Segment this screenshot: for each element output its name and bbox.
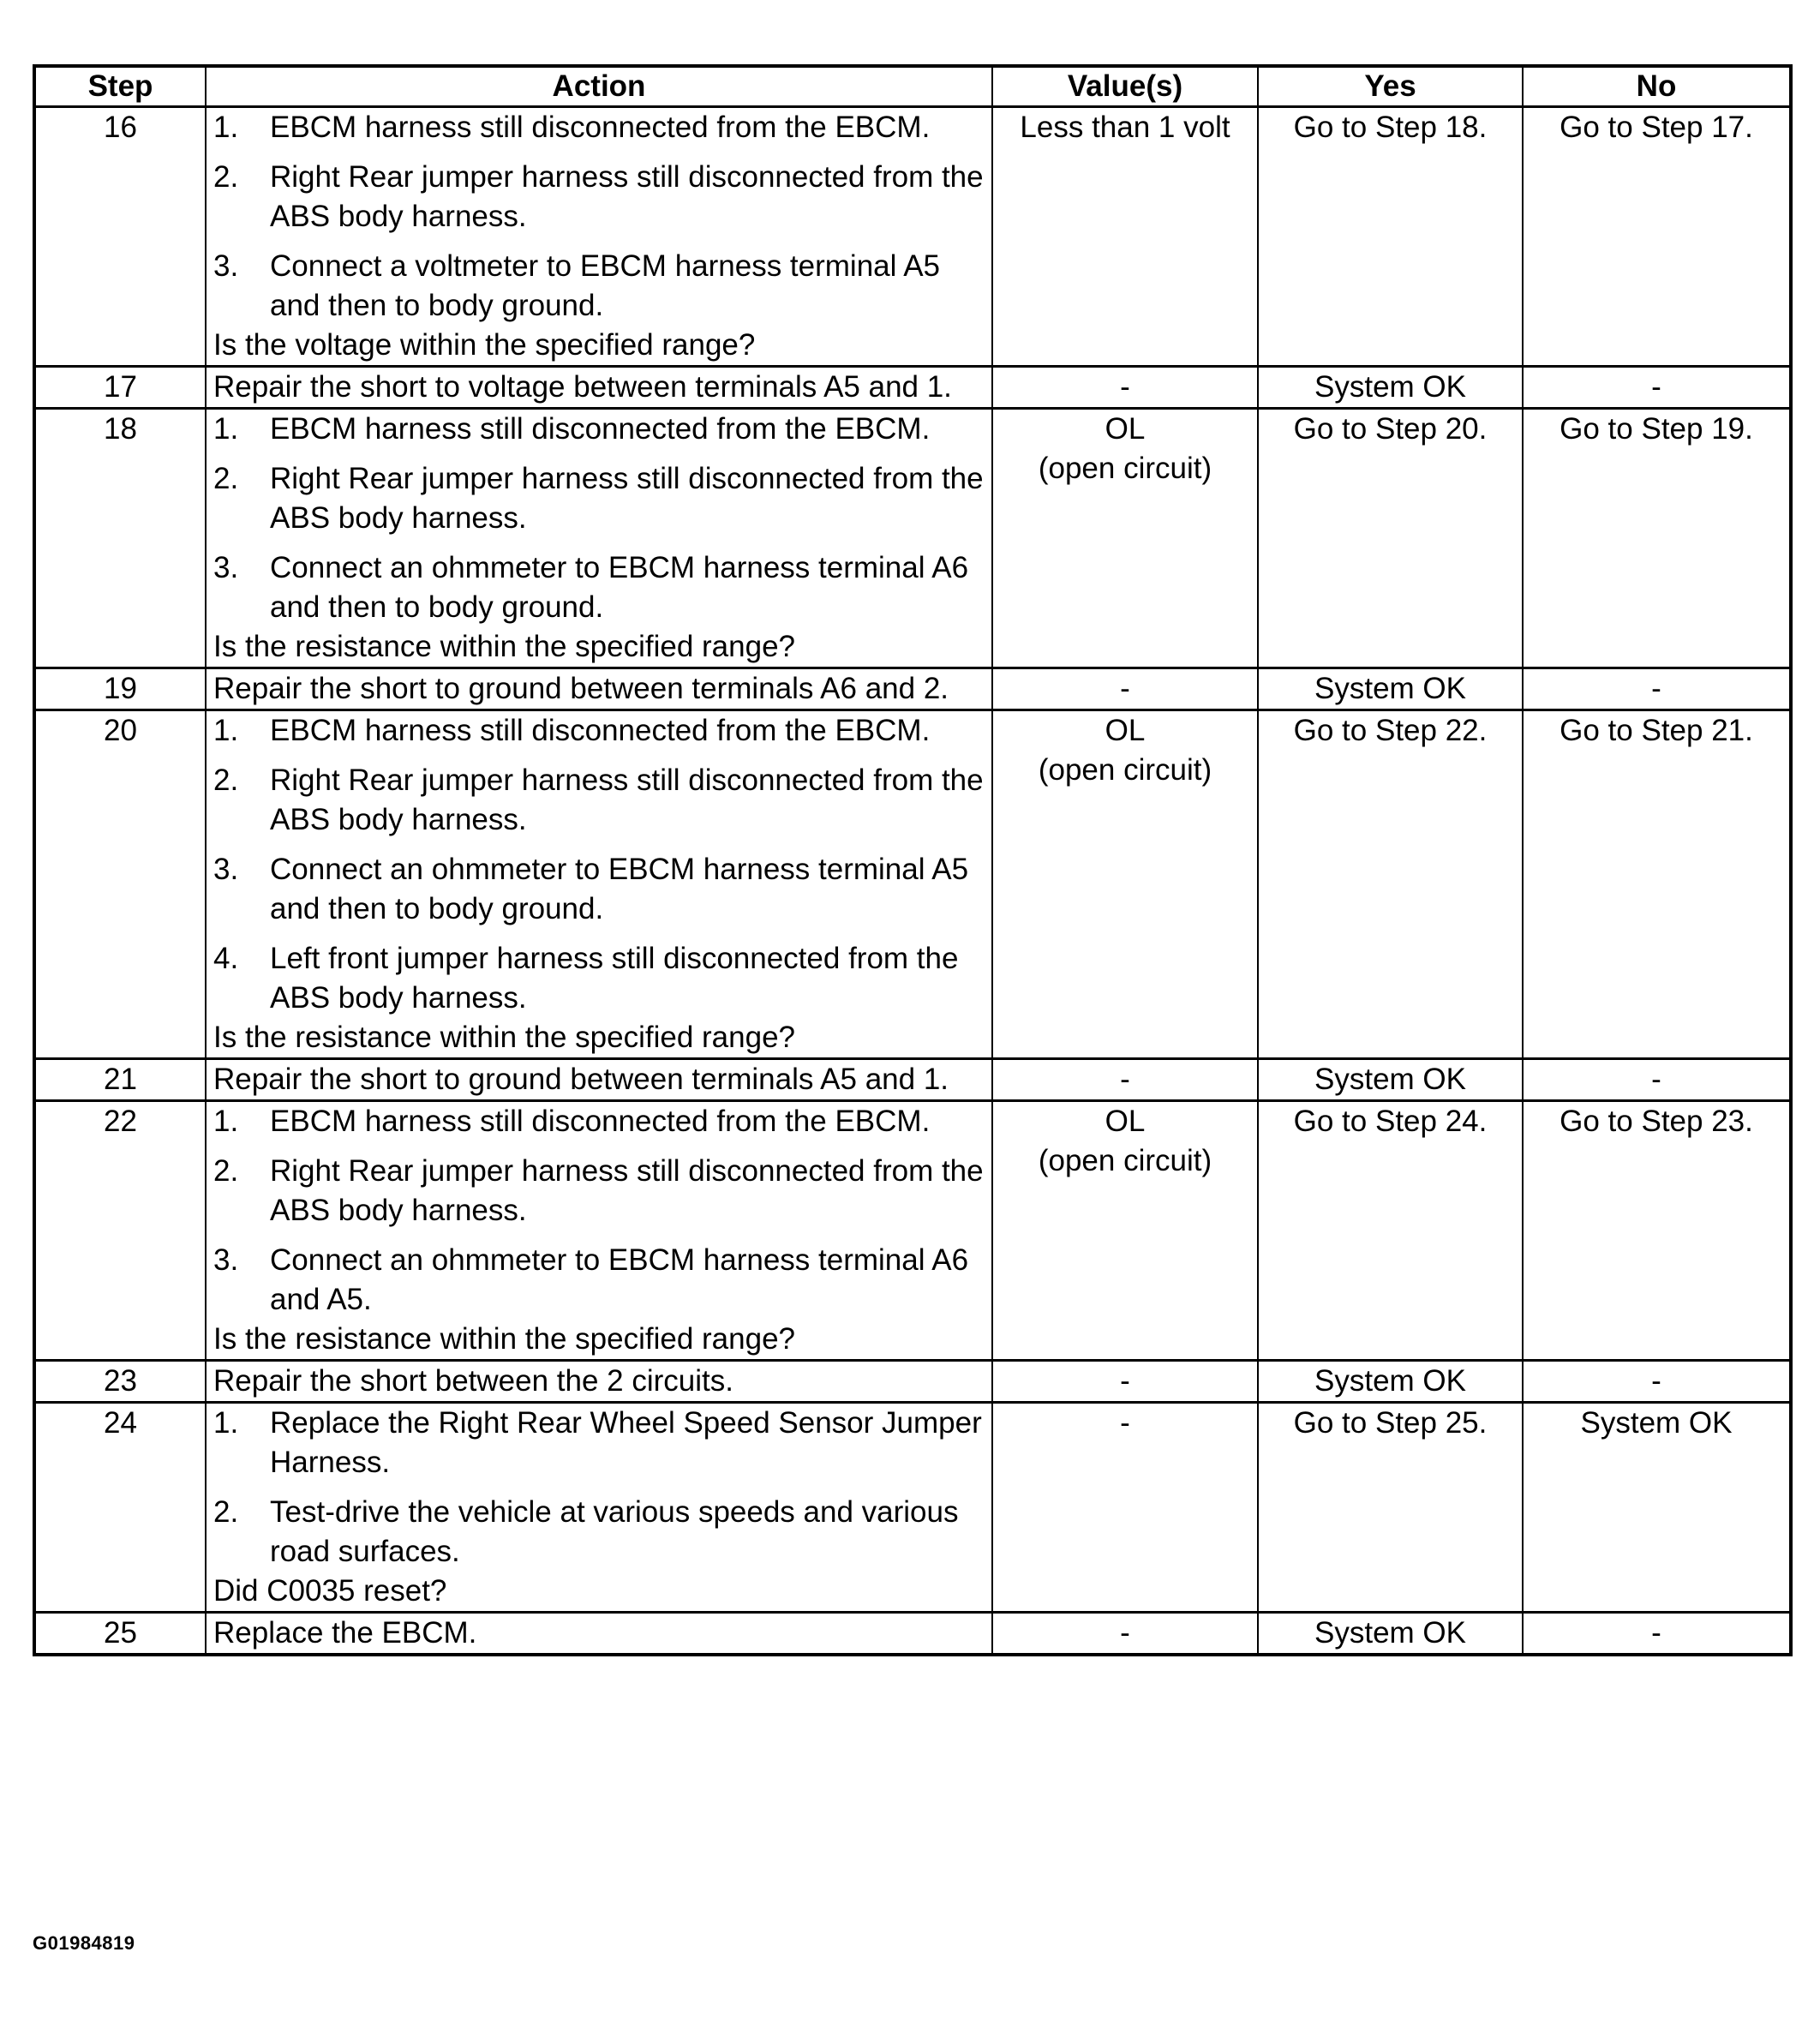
yes-result: Go to Step 25. <box>1258 1403 1523 1613</box>
step-number: 17 <box>34 367 206 409</box>
header-action: Action <box>206 66 992 107</box>
value-line: (open circuit) <box>1038 1144 1212 1177</box>
action-item-text: EBCM harness still disconnected from the EBCM. <box>270 1105 931 1138</box>
no-result: - <box>1523 1361 1791 1403</box>
table-row <box>34 710 1791 1059</box>
action-item-number: 1. <box>213 111 239 144</box>
step-number: 19 <box>34 668 206 710</box>
action-text: Repair the short to ground between terminals A6 and 2. <box>213 672 949 705</box>
action-text: Repair the short to voltage between terminals A5 and 1. <box>213 370 952 404</box>
action-item-number: 1. <box>213 412 239 446</box>
step-number: 25 <box>34 1613 206 1656</box>
action-question: Is the resistance within the specified range? <box>213 1021 795 1054</box>
value-line: - <box>1120 370 1130 404</box>
action-item <box>213 850 986 929</box>
value-cell <box>992 668 1258 710</box>
value-line: - <box>1120 1406 1130 1440</box>
header-step: Step <box>34 66 206 107</box>
action-text: Repair the short to ground between terminals A5 and 1. <box>213 1063 949 1096</box>
no-result: Go to Step 23. <box>1523 1101 1791 1361</box>
action-item-text: Right Rear jumper harness still disconnected from the ABS body harness. <box>270 763 984 836</box>
value-line: OL <box>1105 714 1146 747</box>
value-cell <box>992 367 1258 409</box>
step-number: 21 <box>34 1059 206 1101</box>
step-number: 20 <box>34 710 206 1059</box>
header-values: Value(s) <box>992 66 1258 107</box>
yes-result: System OK <box>1258 1059 1523 1101</box>
yes-result: Go to Step 20. <box>1258 409 1523 668</box>
action-text: Repair the short between the 2 circuits. <box>213 1364 733 1398</box>
action-item <box>213 410 986 449</box>
action-text: Replace the EBCM. <box>213 1616 477 1650</box>
action-item <box>213 548 986 627</box>
action-item-number: 2. <box>213 763 239 797</box>
action-item-number: 3. <box>213 1243 239 1277</box>
action-item-number: 2. <box>213 160 239 194</box>
action-item-text: Connect an ohmmeter to EBCM harness terminal A6 and then to body ground. <box>270 551 969 624</box>
action-item <box>213 459 986 538</box>
action-item <box>213 711 986 751</box>
step-number: 16 <box>34 107 206 367</box>
action-item-text: Right Rear jumper harness still disconnected from the ABS body harness. <box>270 1154 984 1227</box>
action-item <box>213 1493 986 1572</box>
no-result: System OK <box>1523 1403 1791 1613</box>
value-cell <box>992 409 1258 668</box>
action-item <box>213 1404 986 1482</box>
table-row <box>34 107 1791 367</box>
no-result: - <box>1523 1059 1791 1101</box>
value-cell <box>992 1059 1258 1101</box>
value-line: - <box>1120 1364 1130 1398</box>
action-item-text: Connect an ohmmeter to EBCM harness terminal A5 and then to body ground. <box>270 853 969 925</box>
value-cell <box>992 710 1258 1059</box>
step-number: 18 <box>34 409 206 668</box>
yes-result: System OK <box>1258 367 1523 409</box>
yes-result: System OK <box>1258 668 1523 710</box>
yes-result: Go to Step 18. <box>1258 107 1523 367</box>
header-no: No <box>1523 66 1791 107</box>
no-result: - <box>1523 367 1791 409</box>
action-item-number: 2. <box>213 1495 239 1529</box>
action-item-number: 3. <box>213 551 239 584</box>
action-cell <box>206 1059 992 1101</box>
action-item-number: 1. <box>213 1406 239 1440</box>
action-item-text: EBCM harness still disconnected from the EBCM. <box>270 111 931 144</box>
action-item-text: Left front jumper harness still disconnected from the ABS body harness. <box>270 942 959 1015</box>
value-cell <box>992 1101 1258 1361</box>
action-item-number: 4. <box>213 942 239 975</box>
action-cell <box>206 1403 992 1613</box>
table-row <box>34 668 1791 710</box>
action-cell <box>206 367 992 409</box>
action-list <box>213 711 986 1018</box>
value-line: - <box>1120 672 1130 705</box>
step-number: 23 <box>34 1361 206 1403</box>
table-row <box>34 1101 1791 1361</box>
figure-id: G01984819 <box>33 1932 135 1954</box>
action-item <box>213 1241 986 1320</box>
action-item <box>213 939 986 1018</box>
value-line: OL <box>1105 412 1146 446</box>
action-item-number: 2. <box>213 462 239 495</box>
action-item <box>213 761 986 840</box>
action-item-text: Test-drive the vehicle at various speeds and various road surfaces. <box>270 1495 959 1568</box>
action-question: Is the resistance within the specified range? <box>213 630 795 663</box>
yes-result: Go to Step 22. <box>1258 710 1523 1059</box>
yes-result: System OK <box>1258 1613 1523 1656</box>
action-cell <box>206 409 992 668</box>
value-line: - <box>1120 1616 1130 1650</box>
step-number: 24 <box>34 1403 206 1613</box>
action-item-text: Right Rear jumper harness still disconnected from the ABS body harness. <box>270 160 984 233</box>
action-list <box>213 410 986 627</box>
value-line: - <box>1120 1063 1130 1096</box>
value-cell <box>992 1403 1258 1613</box>
value-line: OL <box>1105 1105 1146 1138</box>
action-item-text: Connect an ohmmeter to EBCM harness terminal A6 and A5. <box>270 1243 969 1316</box>
action-item-number: 3. <box>213 853 239 886</box>
action-question: Is the resistance within the specified range? <box>213 1322 795 1356</box>
value-cell <box>992 1613 1258 1656</box>
action-list <box>213 1404 986 1572</box>
value-line: (open circuit) <box>1038 452 1212 485</box>
yes-result: System OK <box>1258 1361 1523 1403</box>
table-body <box>34 107 1791 1656</box>
action-cell <box>206 1101 992 1361</box>
value-line: (open circuit) <box>1038 753 1212 787</box>
no-result: - <box>1523 1613 1791 1656</box>
action-cell <box>206 668 992 710</box>
no-result: Go to Step 19. <box>1523 409 1791 668</box>
action-item <box>213 108 986 147</box>
action-cell <box>206 710 992 1059</box>
action-item-number: 1. <box>213 1105 239 1138</box>
action-item <box>213 247 986 326</box>
yes-result: Go to Step 24. <box>1258 1101 1523 1361</box>
table-row <box>34 367 1791 409</box>
action-question: Did C0035 reset? <box>213 1574 447 1608</box>
table-row <box>34 1403 1791 1613</box>
table-row <box>34 1613 1791 1656</box>
table-row <box>34 409 1791 668</box>
header-row <box>34 66 1791 107</box>
action-item <box>213 1152 986 1231</box>
diagnostic-table <box>33 64 1793 1656</box>
header-yes: Yes <box>1258 66 1523 107</box>
step-number: 22 <box>34 1101 206 1361</box>
action-item-text: Connect a voltmeter to EBCM harness terminal A5 and then to body ground. <box>270 249 941 322</box>
action-question: Is the voltage within the specified range? <box>213 328 756 362</box>
action-item-text: EBCM harness still disconnected from the EBCM. <box>270 714 931 747</box>
action-list <box>213 1102 986 1320</box>
table-row <box>34 1059 1791 1101</box>
action-item-number: 2. <box>213 1154 239 1188</box>
value-cell <box>992 107 1258 367</box>
value-line: Less than 1 volt <box>1020 111 1230 144</box>
action-item <box>213 158 986 237</box>
action-list <box>213 108 986 326</box>
table-row <box>34 1361 1791 1403</box>
action-cell <box>206 1613 992 1656</box>
value-cell <box>992 1361 1258 1403</box>
action-item-text: Right Rear jumper harness still disconnected from the ABS body harness. <box>270 462 984 535</box>
action-cell <box>206 107 992 367</box>
no-result: Go to Step 21. <box>1523 710 1791 1059</box>
action-cell <box>206 1361 992 1403</box>
action-item-text: EBCM harness still disconnected from the EBCM. <box>270 412 931 446</box>
no-result: Go to Step 17. <box>1523 107 1791 367</box>
no-result: - <box>1523 668 1791 710</box>
action-item <box>213 1102 986 1141</box>
action-item-number: 3. <box>213 249 239 283</box>
action-item-number: 1. <box>213 714 239 747</box>
action-item-text: Replace the Right Rear Wheel Speed Sensor Jumper Harness. <box>270 1406 982 1479</box>
